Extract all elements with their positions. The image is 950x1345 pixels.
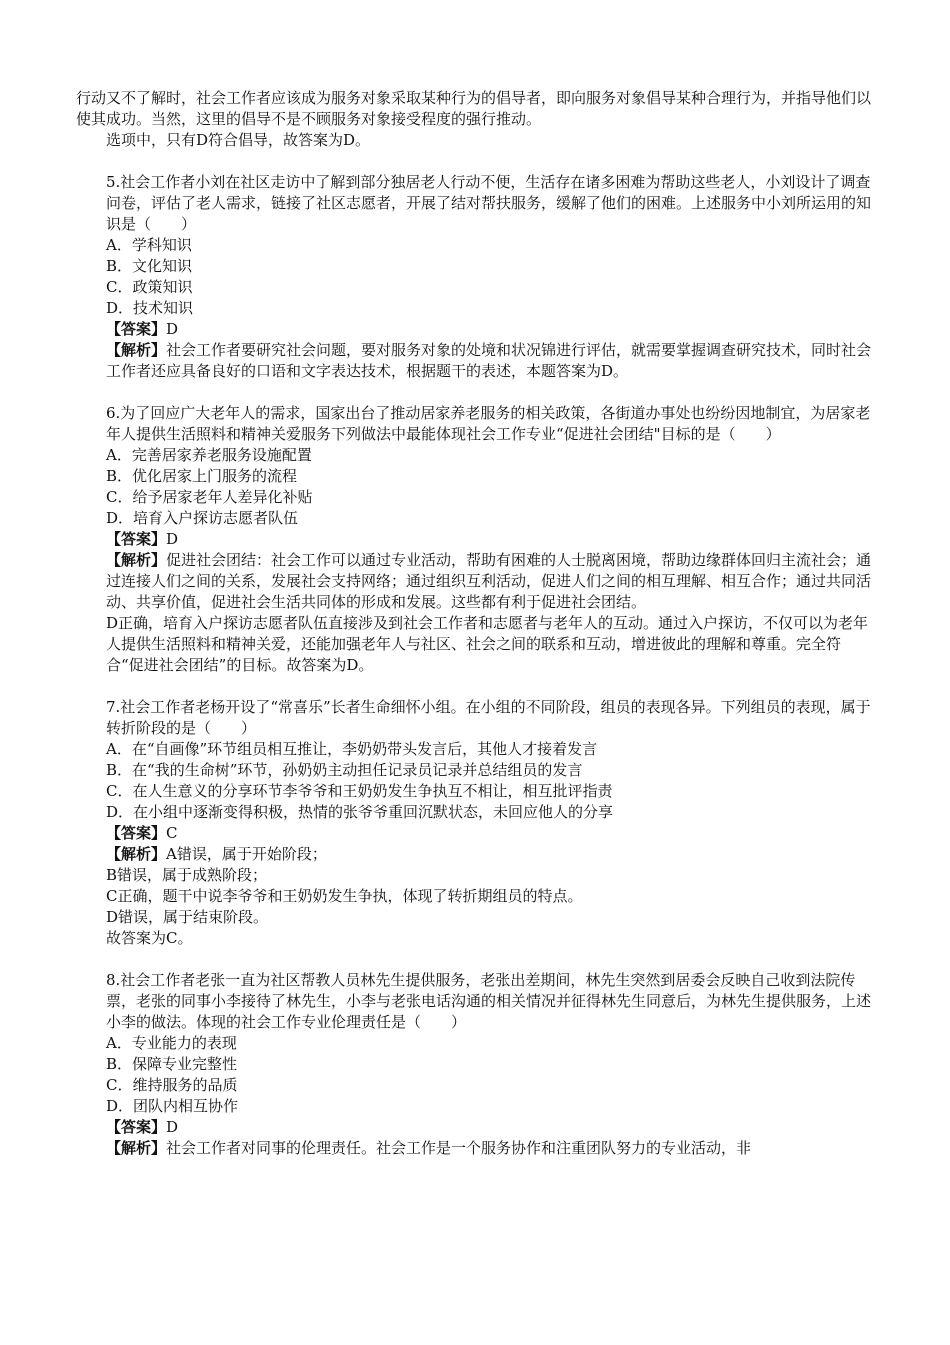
answer-value: D	[166, 530, 179, 548]
analysis-line: B错误，属于成熟阶段；	[106, 866, 268, 884]
answer	[76, 529, 874, 550]
question-stem: 6.为了回应广大老年人的需求，国家出台了推动居家养老服务的相关政策，各街道办事处也纷纷因地制宜，为居家老年人提供生活照料和精神关爱服务下列做法中最能体现社会工作专业“促进社会团结"目标的是（ ）	[106, 404, 871, 443]
analysis	[76, 550, 874, 613]
question-6	[76, 403, 874, 676]
option-b: B．在“我的生命树”环节，孙奶奶主动担任记录员记录并总结组员的发言	[106, 761, 583, 779]
analysis-label: 【解析】	[106, 551, 167, 569]
answer	[76, 319, 874, 340]
answer-label: 【答案】	[106, 824, 167, 842]
analysis-text: 促进社会团结：社会工作可以通过专业活动，帮助有困难的人士脱离困境，帮助边缘群体回归主流社会；通过连接人们之间的关系，发展社会支持网络；通过组织互利活动，促进人们之间的相互理解、相互合作；通过共同活动、共享价值，促进社会生活共同体的形成和发展。这些都有利于促进社会团结。	[106, 551, 872, 611]
option-b: B．文化知识	[106, 257, 193, 275]
answer	[76, 1117, 874, 1138]
intro-conclusion: 选项中，只有D符合倡导，故答案为D。	[106, 131, 371, 149]
option-d: D．培育入户探访志愿者队伍	[106, 509, 299, 527]
option-a: A．完善居家养老服务设施配置	[106, 446, 312, 464]
spacer	[76, 949, 874, 970]
question-stem: 7.社会工作者老杨开设了“常喜乐”长者生命细怀小组。在小组的不同阶段，组员的表现各异。下列组员的表现，属于转折阶段的是（ ）	[106, 698, 871, 737]
option-c: C．维持服务的品质	[106, 1076, 238, 1094]
spacer	[76, 676, 874, 697]
answer	[76, 823, 874, 844]
option-b: B．保障专业完整性	[106, 1055, 238, 1073]
answer-value: C	[166, 824, 178, 842]
analysis-continued: D正确，培育入户探访志愿者队伍直接涉及到社会工作者和志愿者与老年人的互动。通过入户探访，不仅可以为老年人提供生活照料和精神关爱，还能加强老年人与社区、社会之间的联系和互动，增进彼此的理解和尊重。完全符合“促进社会团结”的目标。故答案为D。	[106, 614, 869, 674]
intro-paragraph: 行动又不了解时，社会工作者应该成为服务对象采取某种行为的倡导者，即向服务对象倡导某种合理行为，并指导他们以使其成功。当然，这里的倡导不是不顾服务对象接受程度的强行推动。	[76, 89, 872, 128]
option-d: D．在小组中逐渐变得积极，热情的张爷爷重回沉默状态，未回应他人的分享	[106, 803, 614, 821]
analysis-line: A错误，属于开始阶段；	[166, 845, 327, 863]
analysis	[76, 844, 874, 865]
analysis-line: 故答案为C。	[106, 929, 193, 947]
option-b: B．优化居家上门服务的流程	[106, 467, 298, 485]
analysis-label: 【解析】	[106, 845, 167, 863]
option-a: A．专业能力的表现	[106, 1034, 237, 1052]
analysis-label: 【解析】	[106, 1139, 167, 1157]
analysis	[76, 1138, 874, 1159]
answer-label: 【答案】	[106, 530, 167, 548]
spacer	[76, 382, 874, 403]
question-5	[76, 172, 874, 382]
analysis-label: 【解析】	[106, 341, 167, 359]
spacer	[76, 151, 874, 172]
answer-label: 【答案】	[106, 320, 167, 338]
question-7	[76, 697, 874, 949]
answer-value: D	[166, 1118, 179, 1136]
analysis	[76, 340, 874, 382]
option-d: D．技术知识	[106, 299, 194, 317]
analysis-line: C正确，题干中说李爷爷和王奶奶发生争执，体现了转折期组员的特点。	[106, 887, 583, 905]
answer-label: 【答案】	[106, 1118, 167, 1136]
option-a: A．在“自画像”环节组员相互推让，李奶奶带头发言后，其他人才接着发言	[106, 740, 598, 758]
analysis-text: 社会工作者要研究社会问题，要对服务对象的处境和状况锦进行评估，就需要掌握调查研究技术，同时社会工作者还应具备良好的口语和文字表达技术，根据题干的表述，本题答案为D。	[106, 341, 872, 380]
option-d: D．团队内相互协作	[106, 1097, 239, 1115]
option-c: C．政策知识	[106, 278, 193, 296]
option-c: C．在人生意义的分享环节李爷爷和王奶奶发生争执互不相让，相互批评指责	[106, 782, 613, 800]
question-stem: 5.社会工作者小刘在社区走访中了解到部分独居老人行动不便，生活存在诸多困难为帮助这些老人，小刘设计了调查问卷，评估了老人需求，链接了社区志愿者，开展了结对帮扶服务，缓解了他们的困难。上述服务中小刘所运用的知识是（ ）	[106, 173, 872, 233]
option-c: C．给予居家老年人差异化补贴	[106, 488, 313, 506]
answer-value: D	[166, 320, 179, 338]
option-a: A．学科知识	[106, 236, 192, 254]
analysis-text: 社会工作者对同事的伦理责任。社会工作是一个服务协作和注重团队努力的专业活动，非	[166, 1139, 752, 1157]
question-8	[76, 970, 874, 1159]
analysis-line: D错误，属于结束阶段。	[106, 908, 269, 926]
question-stem: 8.社会工作者老张一直为社区帮教人员林先生提供服务，老张出差期间，林先生突然到居委会反映自己收到法院传票，老张的同事小李接待了林先生，小李与老张电话沟通的相关情况并征得林先生同意后，为林先生提供服务，上述小李的做法。体现的社会工作专业伦理责任是（ ）	[106, 971, 872, 1031]
